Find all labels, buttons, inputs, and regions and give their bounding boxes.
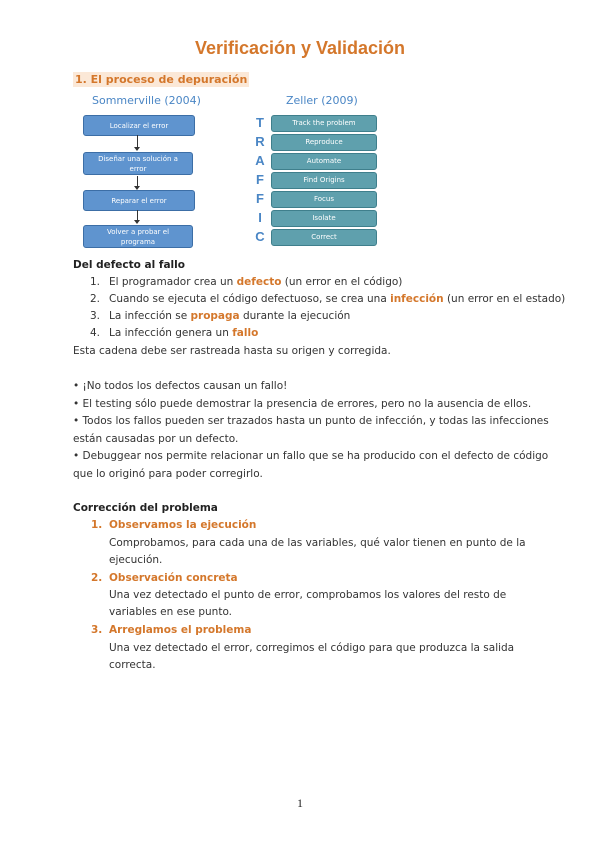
list-text: El programador crea un [109,276,237,288]
sommerville-step-1: Localizar el error [83,115,195,136]
ordered-item-text: Una vez detectado el error, corregimos el código para que produzca la salida [109,642,515,654]
list-number: 1. [90,276,101,288]
list-number: 2. [91,572,103,584]
list-item [90,310,350,322]
highlight-term: fallo [232,327,259,339]
closing-paragraph: Esta cadena debe ser rastreada hasta su origen y corregida. [73,345,391,357]
traffic-letter: F [256,172,264,187]
sommerville-step-4: Volver a probar el programa [83,225,193,248]
traffic-letter: C [255,229,265,244]
bullet-line: • Debuggear nos permite relacionar un fallo que se ha producido con el defecto de código [73,450,549,462]
ordered-item-text: Una vez detectado el punto de error, comprobamos los valores del resto de [109,589,507,601]
bullet-line: • Todos los fallos pueden ser trazados hasta un punto de infección, y todas las infecciones [73,415,549,427]
sommerville-caption: Sommerville (2004) [92,94,201,107]
traffic-letter: I [258,210,262,225]
ordered-item-title-text: Observación concreta [109,572,238,584]
ordered-item-text: variables en ese punto. [109,606,233,618]
list-text: La infección genera un [109,327,233,339]
traffic-letter: A [255,153,265,168]
highlight-term: defecto [236,276,282,288]
traffic-step-reproduce: Reproduce [271,134,377,151]
list-number: 1. [91,519,103,531]
list-number: 3. [90,310,101,322]
bullet-line: que lo originó para poder corregirlo. [73,468,263,480]
section-heading-correccion: Corrección del problema [73,502,218,514]
traffic-step-find-origins: Find Origins [271,172,377,189]
highlight-term: infección [390,293,444,305]
flow-arrow [137,176,138,187]
page-number: 1 [297,796,303,810]
traffic-step-isolate: Isolate [271,210,377,227]
traffic-step-track: Track the problem [271,115,377,132]
list-number: 4. [90,327,101,339]
list-number: 3. [91,624,103,636]
ordered-item-text: ejecución. [109,554,163,566]
list-text: Cuando se ejecuta el código defectuoso, se crea una [109,293,391,305]
page-title: Verificación y Validación [194,38,406,58]
list-text: (un error en el estado) [443,293,566,305]
list-item [90,293,565,305]
zeller-caption: Zeller (2009) [286,94,358,107]
traffic-letter: R [255,134,265,149]
section-heading-defecto: Del defecto al fallo [73,259,185,271]
list-text: La infección se [109,310,191,322]
list-text: (un error en el código) [281,276,403,288]
ordered-item-title-text: Observamos la ejecución [109,519,257,531]
traffic-step-focus: Focus [271,191,377,208]
sommerville-step-2: Diseñar una solución a error [83,152,193,175]
list-item [90,276,402,288]
ordered-item-text: correcta. [109,659,156,671]
ordered-item-text: Comprobamos, para cada una de las variables, qué valor tienen en punto de la [109,537,526,549]
traffic-letter: F [256,191,264,206]
list-number: 2. [90,293,101,305]
traffic-step-correct: Correct [271,229,377,246]
list-item [90,327,258,339]
traffic-step-automate: Automate [271,153,377,170]
bullet-line: • El testing sólo puede demostrar la presencia de errores, pero no la ausencia de ellos. [73,398,532,410]
ordered-item-title-text: Arreglamos el problema [109,624,252,636]
bullet-line: están causadas por un defecto. [73,433,239,445]
ordered-item-title [91,624,251,636]
bullet-line: • ¡No todos los defectos causan un fallo! [73,380,288,392]
flow-arrow [137,210,138,221]
ordered-item-title [91,572,238,584]
section-heading-depuracion: 1. El proceso de depuración [75,73,248,86]
traffic-letter: T [256,115,264,130]
sommerville-step-3: Reparar el error [83,190,195,211]
ordered-item-title [91,519,256,531]
list-text: durante la ejecución [239,310,351,322]
highlight-term: propaga [190,310,240,322]
flow-arrow [137,135,138,148]
